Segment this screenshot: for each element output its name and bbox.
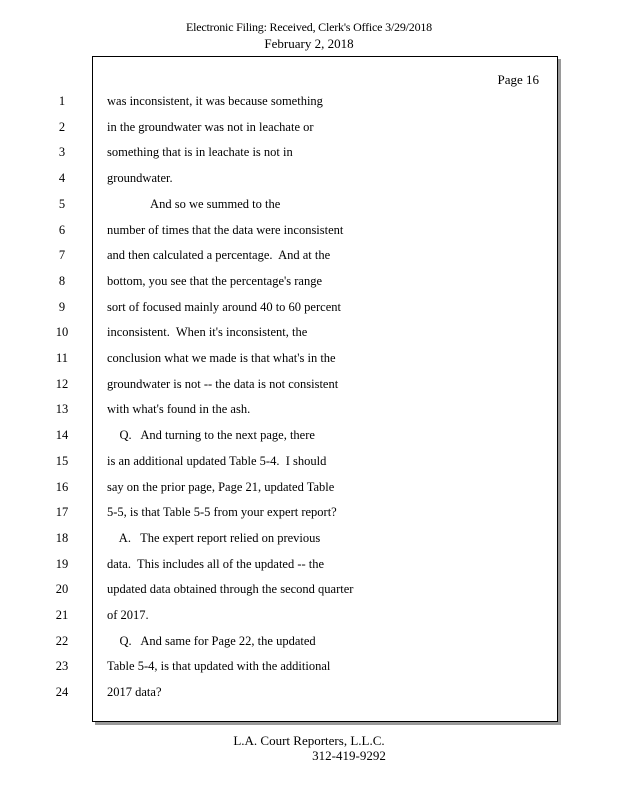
line-number: 7: [58, 248, 66, 263]
transcript-line: conclusion what we made is that what's in the: [107, 351, 336, 365]
line-number: 4: [58, 171, 66, 186]
line-number: 20: [55, 582, 69, 597]
transcript-line: And so we summed to the: [107, 196, 281, 211]
transcript-line: updated data obtained through the second quarter: [107, 582, 354, 597]
line-number: 22: [55, 633, 69, 648]
line-number: 13: [55, 402, 69, 417]
transcript-line: data. This includes all of the updated -- the: [107, 556, 325, 571]
transcript-line: with what's found in the ash.: [107, 402, 251, 417]
transcript-page: [92, 56, 558, 722]
line-number: 6: [58, 222, 66, 237]
transcript-line: 2017 data?: [107, 685, 162, 700]
line-number: 16: [55, 479, 69, 494]
line-number: 8: [58, 273, 66, 288]
transcript-line: Table 5-4, is that updated with the additional: [107, 659, 331, 674]
transcript-date: February 2, 2018: [264, 36, 354, 51]
transcript-line: sort of focused mainly around 40 to 60 percent: [107, 299, 341, 314]
transcript-line: Q. And turning to the next page, there: [107, 428, 315, 443]
line-number: 15: [55, 453, 69, 468]
transcript-line: and then calculated a percentage. And at the: [107, 248, 331, 263]
line-number: 11: [55, 351, 69, 365]
transcript-line: in the groundwater was not in leachate or: [107, 119, 314, 134]
page-number: Page 16: [497, 72, 539, 87]
line-number: 14: [55, 428, 69, 443]
transcript-line: groundwater.: [107, 171, 173, 186]
line-number: 9: [58, 299, 66, 314]
transcript-line: groundwater is not -- the data is not consistent: [107, 376, 339, 391]
transcript-line: Q. And same for Page 22, the updated: [107, 633, 316, 648]
transcript-line: inconsistent. When it's inconsistent, the: [107, 325, 308, 340]
filing-stamp: Electronic Filing: Received, Clerk's Office 3/29/2018: [186, 20, 432, 34]
transcript-line: 5-5, is that Table 5-5 from your expert report?: [107, 505, 337, 520]
transcript-line: was inconsistent, it was because something: [107, 94, 323, 108]
line-number: 24: [55, 685, 69, 700]
transcript-line: something that is in leachate is not in: [107, 145, 293, 160]
transcript-line: A. The expert report relied on previous: [107, 530, 321, 545]
transcript-line: bottom, you see that the percentage's range: [107, 273, 323, 288]
transcript-line: of 2017.: [107, 608, 149, 622]
line-number: 19: [55, 556, 69, 571]
line-number: 17: [55, 505, 69, 520]
transcript-line: say on the prior page, Page 21, updated Table: [107, 479, 335, 494]
line-number: 21: [55, 608, 69, 622]
line-number: 18: [55, 530, 69, 545]
line-number: 5: [58, 196, 66, 211]
transcript-line: is an additional updated Table 5-4. I should: [107, 453, 327, 468]
transcript-line: number of times that the data were inconsistent: [107, 222, 344, 237]
line-number: 10: [55, 325, 69, 340]
line-number: 1: [58, 94, 66, 108]
reporter-company: L.A. Court Reporters, L.L.C.: [233, 733, 385, 748]
line-number: 3: [58, 145, 66, 160]
reporter-phone: 312-419-9292: [312, 748, 386, 763]
line-number: 23: [55, 659, 69, 674]
line-number: 2: [58, 119, 66, 134]
line-number: 12: [55, 376, 69, 391]
